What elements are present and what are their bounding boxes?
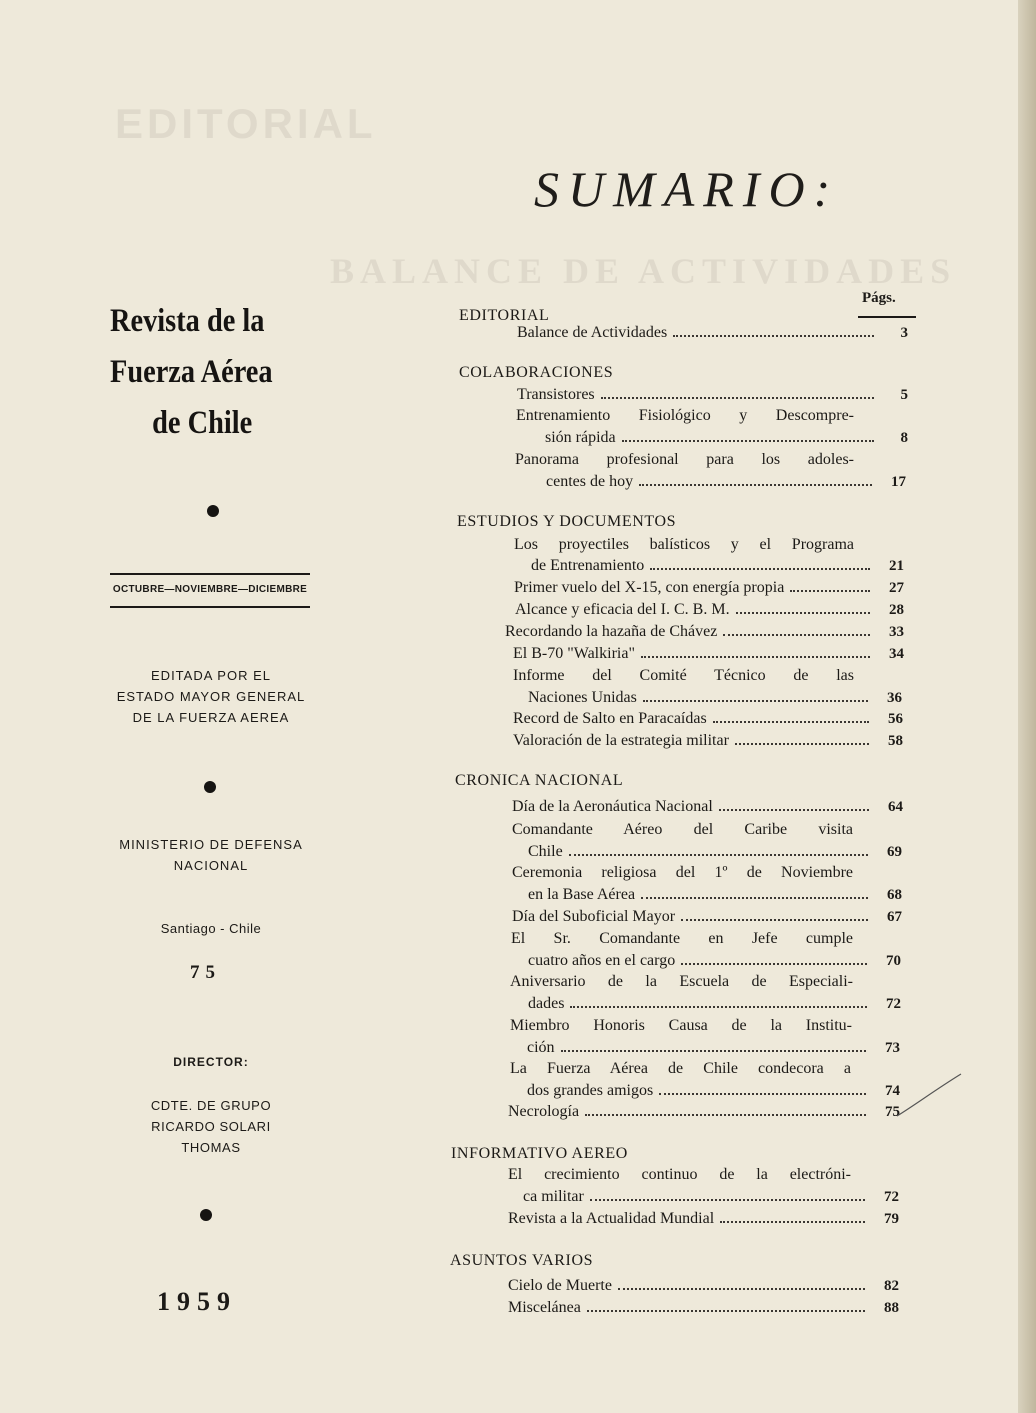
dot-leader [681, 963, 867, 965]
toc-entry[interactable] [528, 886, 902, 908]
magazine-title-line-1: Revista de la [110, 303, 265, 339]
toc-entry-title: Chile [528, 843, 563, 860]
toc-entry-title: Primer vuelo del X-15, con energía propia [514, 579, 785, 596]
toc-entry[interactable] [515, 601, 904, 623]
dot-leader [673, 335, 874, 337]
toc-entry-title: Recordando la hazaña de Chávez [505, 623, 718, 640]
toc-entry-title: dos grandes amigos [527, 1082, 654, 1099]
toc-entry-title: Revista a la Actualidad Mundial [508, 1210, 715, 1227]
toc-entry-title-line-1[interactable]: Miembro Honoris Causa de la Institu- [510, 1017, 852, 1034]
toc-entry-title-line-1[interactable]: Los proyectiles balísticos y el Programa [514, 536, 854, 553]
ministry [108, 834, 314, 876]
toc-entry[interactable] [508, 1210, 899, 1232]
section-editorial: EDITORIAL [459, 307, 550, 324]
toc-entry-page: 64 [888, 799, 903, 815]
dot-leader [723, 634, 870, 636]
toc-entry[interactable] [527, 1039, 900, 1061]
city: Santiago - Chile [160, 921, 262, 936]
year: 1959 [157, 1287, 237, 1316]
summary-heading: SUMARIO: [534, 161, 840, 217]
dot-leader [570, 1006, 867, 1008]
toc-entry-title: Día de la Aeronáutica Nacional [512, 798, 713, 815]
magazine-title-line-3: de Chile [152, 405, 253, 441]
dot-leader [641, 897, 868, 899]
issue-number: 75 [190, 962, 221, 983]
toc-entry-title: ción [527, 1039, 555, 1056]
magazine-title [110, 296, 273, 449]
toc-entry[interactable] [513, 710, 903, 732]
dot-leader [720, 1221, 865, 1223]
toc-entry-page: 72 [886, 996, 901, 1012]
toc-entry[interactable] [512, 908, 902, 930]
toc-entry[interactable] [508, 1299, 899, 1321]
ministry-line-2: NACIONAL [173, 858, 249, 873]
toc-entry[interactable] [512, 798, 903, 820]
toc-entry-page: 67 [887, 909, 902, 925]
toc-entry[interactable] [545, 429, 908, 451]
toc-entry-title-line-1[interactable]: Entrenamiento Fisiológico y Descompre- [516, 407, 854, 424]
toc-entry[interactable] [528, 843, 902, 865]
toc-entry-page: 27 [889, 580, 904, 596]
page-edge [1018, 0, 1036, 1413]
toc-entry-title: El B-70 "Walkiria" [513, 645, 635, 662]
toc-entry-title: Balance de Actividades [517, 324, 668, 341]
toc-entry-page: 5 [900, 387, 908, 403]
toc-entry[interactable] [508, 1277, 899, 1299]
toc-entry-page: 69 [887, 844, 902, 860]
bullet-icon [200, 1209, 212, 1221]
toc-entry-page: 36 [887, 690, 902, 706]
toc-entry-page: 75 [885, 1104, 900, 1120]
dot-leader [590, 1199, 865, 1201]
toc-entry[interactable] [528, 995, 901, 1017]
director-line-2: RICARDO SOLARI [151, 1119, 271, 1134]
director-line-1: CDTE. DE GRUPO [150, 1098, 272, 1113]
toc-entry-title: Valoración de la estrategia militar [513, 732, 729, 749]
toc-entry-title: Alcance y eficacia del I. C. B. M. [515, 601, 730, 618]
toc-entry-title-line-1[interactable]: Aniversario de la Escuela de Especiali- [510, 973, 853, 990]
pages-column-label: Págs. [862, 290, 896, 306]
toc-entry-title: cuatro años en el cargo [528, 952, 676, 969]
dot-leader [681, 919, 868, 921]
dot-leader [601, 397, 874, 399]
toc-entry-page: 21 [889, 558, 904, 574]
toc-entry-page: 56 [888, 711, 903, 727]
toc-entry-page: 8 [900, 430, 908, 446]
edited-by [108, 665, 314, 728]
edited-by-line-2: ESTADO MAYOR GENERAL [116, 689, 306, 704]
pencil-mark [895, 1070, 965, 1120]
toc-entry-title: Día del Suboficial Mayor [512, 908, 676, 925]
section-estudios: ESTUDIOS Y DOCUMENTOS [457, 513, 677, 530]
toc-entry-page: 3 [900, 325, 908, 341]
show-through-heading: EDITORIAL [115, 100, 377, 147]
toc-entry-title: Naciones Unidas [528, 689, 637, 706]
director-line-3: THOMAS [181, 1140, 241, 1155]
toc-entry[interactable] [546, 473, 906, 495]
dot-leader [735, 743, 869, 745]
toc-entry-title: ca militar [523, 1188, 584, 1205]
toc-entry-page: 74 [885, 1083, 900, 1099]
dot-leader [641, 656, 870, 658]
section-colaboraciones: COLABORACIONES [459, 364, 614, 381]
toc-entry-title: Transistores [517, 386, 595, 403]
toc-entry-page: 70 [886, 953, 901, 969]
toc-entry[interactable] [514, 579, 904, 601]
toc-entry-page: 72 [884, 1189, 899, 1205]
toc-entry-title: Record de Salto en Paracaídas [513, 710, 707, 727]
section-varios: ASUNTOS VARIOS [450, 1252, 594, 1269]
section-informativo: INFORMATIVO AEREO [451, 1145, 628, 1162]
director-label: DIRECTOR: [173, 1055, 249, 1069]
toc-entry[interactable] [505, 623, 904, 645]
pages-column-rule [858, 316, 916, 318]
toc-entry-title: en la Base Aérea [528, 886, 636, 903]
toc-entry-page: 28 [889, 602, 904, 618]
toc-entry-title: Necrología [508, 1103, 580, 1120]
toc-entry[interactable] [513, 645, 904, 667]
dot-leader [561, 1050, 866, 1052]
issue-period: OCTUBRE—NOVIEMBRE—DICIEMBRE [112, 584, 308, 595]
toc-entry-title: Miscelánea [508, 1299, 581, 1316]
toc-entry-title-line-1[interactable]: El Sr. Comandante en Jefe cumple [511, 930, 853, 947]
toc-entry[interactable] [531, 557, 904, 579]
toc-entry-title-line-1[interactable]: Informe del Comité Técnico de las [513, 667, 854, 684]
toc-entry-page: 58 [888, 733, 903, 749]
dot-leader [719, 809, 869, 811]
divider-top [110, 573, 310, 575]
toc-entry-title-line-1[interactable]: La Fuerza Aérea de Chile condecora a [510, 1060, 851, 1077]
dot-leader [790, 590, 870, 592]
toc-entry-page: 33 [889, 624, 904, 640]
toc-entry[interactable] [528, 689, 902, 711]
toc-entry-title-line-1[interactable]: Ceremonia religiosa del 1º de Noviembre [512, 864, 853, 881]
dot-leader [569, 854, 868, 856]
section-cronica: CRONICA NACIONAL [455, 772, 624, 789]
ministry-line-1: MINISTERIO DE DEFENSA [119, 837, 303, 852]
toc-entry-title-line-1[interactable]: Panorama profesional para los adoles- [515, 451, 854, 468]
toc-entry[interactable] [523, 1188, 899, 1210]
dot-leader [659, 1093, 866, 1095]
dot-leader [639, 484, 872, 486]
toc-entry-title: de Entrenamiento [531, 557, 645, 574]
show-through-subheading: BALANCE DE ACTIVIDADES [330, 251, 957, 291]
toc-entry-page: 68 [887, 887, 902, 903]
dot-leader [713, 721, 869, 723]
magazine-title-line-2: Fuerza Aérea [110, 354, 273, 390]
dot-leader [650, 568, 870, 570]
toc-entry[interactable] [517, 386, 908, 408]
toc-entry-page: 73 [885, 1040, 900, 1056]
toc-entry[interactable] [513, 732, 903, 754]
dot-leader [643, 700, 868, 702]
toc-entry[interactable] [508, 1103, 900, 1125]
dot-leader [622, 440, 874, 442]
bullet-icon [207, 505, 219, 517]
divider-bottom [110, 606, 310, 608]
toc-entry-title: sión rápida [545, 429, 616, 446]
toc-entry-title: Cielo de Muerte [508, 1277, 612, 1294]
toc-entry-title-line-1[interactable]: El crecimiento continuo de la electróni- [508, 1166, 851, 1183]
dot-leader [587, 1310, 865, 1312]
toc-entry-page: 82 [884, 1278, 899, 1294]
toc-entry-page: 79 [884, 1211, 899, 1227]
toc-entry[interactable] [517, 324, 908, 346]
toc-entry-page: 88 [884, 1300, 899, 1316]
toc-entry-title: dades [528, 995, 565, 1012]
toc-entry[interactable] [528, 952, 901, 974]
toc-entry-title: centes de hoy [546, 473, 634, 490]
dot-leader [618, 1288, 865, 1290]
bullet-icon [204, 781, 216, 793]
edited-by-line-3: DE LA FUERZA AEREA [132, 710, 290, 725]
dot-leader [736, 612, 870, 614]
dot-leader [585, 1114, 866, 1116]
director [108, 1095, 314, 1158]
toc-entry-page: 17 [891, 474, 906, 490]
toc-entry[interactable] [527, 1082, 900, 1104]
toc-entry-page: 34 [889, 646, 904, 662]
edited-by-line-1: EDITADA POR EL [151, 668, 271, 683]
toc-entry-title-line-1[interactable]: Comandante Aéreo del Caribe visita [512, 821, 853, 838]
